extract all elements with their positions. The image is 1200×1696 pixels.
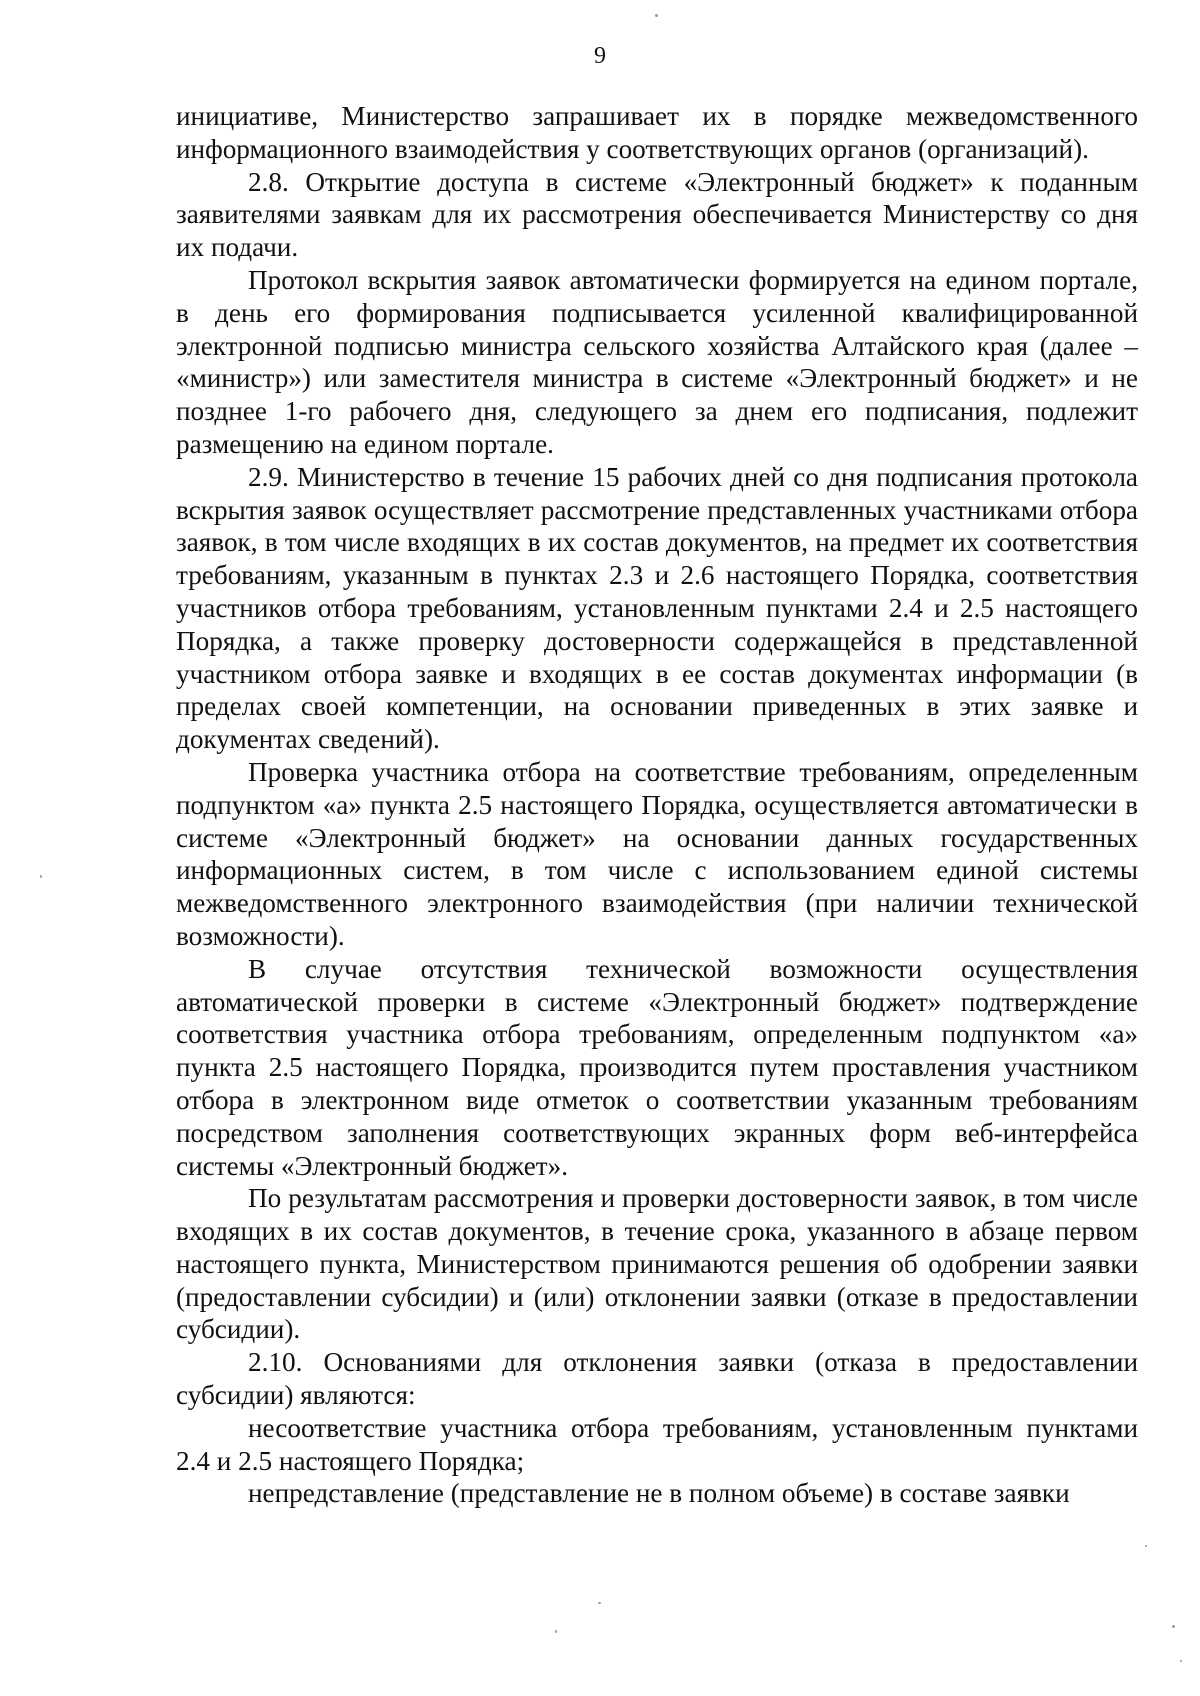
scan-speck bbox=[555, 1630, 557, 1633]
paragraph-grounds-2: непредставление (представление не в полном объеме) в составе заявки bbox=[248, 1478, 1070, 1509]
paragraph-no-technical-capability: В случае отсутствия технической возможности осуществления автоматической проверки в системе «Электронный бюджет» подтверждение соответствия участника отбора требованиям, определенным подпунктом «а» пункта 2.5 настоящего Порядка, производится путем проставления участником отбора в электронном виде отметок о соответствии указанным требованиям посредством заполнения соответствующих экранных форм веб-интерфейса системы «Электронный бюджет». bbox=[176, 953, 1138, 1181]
document-body bbox=[176, 100, 1138, 1510]
paragraph-continuation: инициативе, Министерство запрашивает их в порядке межведомственного информационного взаимодействия у соответствующих органов (организаций). bbox=[176, 101, 1138, 164]
scan-speck bbox=[598, 1602, 601, 1604]
paragraph-2-9: 2.9. Министерство в течение 15 рабочих дней со дня подписания протокола вскрытия заявок осуществляет рассмотрение представленных участниками отбора заявок, в том числе входящих в их состав документов, на предмет их соответствия требованиям, указанным в пунктах 2.3 и 2.6 настоящего Порядка, соответствия участников отбора требованиям, установленным пунктами 2.4 и 2.5 настоящего Порядка, а также проверку достоверности содержащейся в представленной участником отбора заявке и входящих в ее состав документах информации (в пределах своей компетенции, на основании приведенных в этих заявке и документах сведений). bbox=[176, 461, 1138, 755]
paragraph-verification: Проверка участника отбора на соответствие требованиям, определенным подпунктом «а» пункта 2.5 настоящего Порядка, осуществляется автоматически в системе «Электронный бюджет» на основании данных государственных информационных систем, в том числе с использованием единой системы межведомственного электронного взаимодействия (при наличии технической возможности). bbox=[176, 756, 1138, 951]
paragraph-2-10: 2.10. Основаниями для отклонения заявки (отказа в предоставлении субсидии) являются: bbox=[176, 1347, 1138, 1411]
scan-speck bbox=[1145, 1545, 1147, 1547]
page-number: 9 bbox=[594, 43, 606, 69]
scan-speck bbox=[40, 875, 42, 878]
paragraph-results: По результатам рассмотрения и проверки достоверности заявок, в том числе входящих в их состав документов, в течение срока, указанного в абзаце первом настоящего пункта, Министерством принимаются решения об одобрении заявки (предоставлении субсидии) и (или) отклонении заявки (отказе в предоставлении субсидии). bbox=[176, 1183, 1138, 1345]
scan-speck bbox=[655, 14, 658, 17]
scan-speck bbox=[1172, 1625, 1175, 1628]
scan-speck bbox=[1180, 1660, 1182, 1662]
paragraph-protocol: Протокол вскрытия заявок автоматически формируется на едином портале, в день его формирования подписывается усиленной квалифицированной электронной подписью министра сельского хозяйства Алтайского края (далее – «министр») или заместителя министра в системе «Электронный бюджет» и не позднее 1-го рабочего дня, следующего за днем его подписания, подлежит размещению на едином портале. bbox=[176, 264, 1138, 459]
paragraph-grounds-1: несоответствие участника отбора требованиям, установленным пунктами 2.4 и 2.5 настоящего Порядка; bbox=[176, 1412, 1138, 1476]
paragraph-2-8: 2.8. Открытие доступа в системе «Электронный бюджет» к поданным заявителями заявкам для их рассмотрения обеспечивается Министерству со дня их подачи. bbox=[176, 166, 1138, 263]
